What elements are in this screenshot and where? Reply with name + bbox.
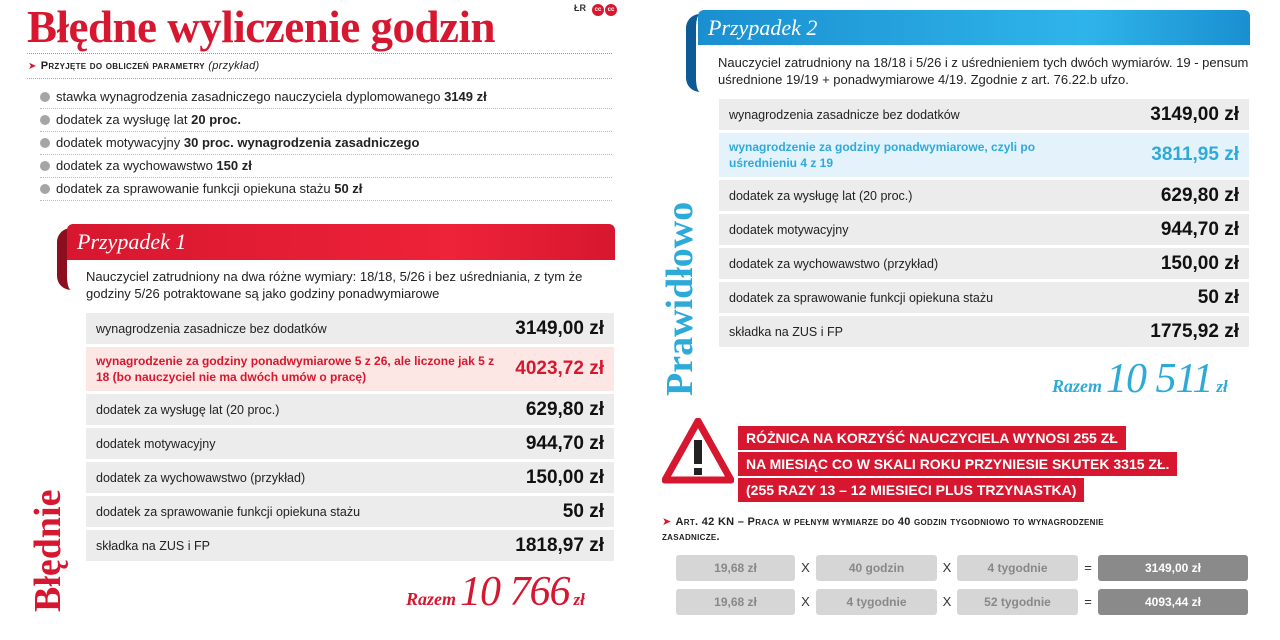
credit	[574, 3, 615, 13]
table-row-highlight: wynagrodzenie za godziny ponadwymiarowe 5 z 26, ale liczone jak 5 z 18 (bo nauczyciel nie ma dwóch umów o pracę) 4023,72 zł	[86, 347, 614, 391]
case1-vertical-label: Błędnie	[27, 489, 69, 612]
params-heading-note: (przykład)	[208, 60, 260, 72]
calc-heading	[662, 515, 1162, 545]
bullet-icon	[40, 138, 50, 148]
arrow-icon: ➤	[662, 516, 672, 528]
table-row: składka na ZUS i FP 1818,97 zł	[86, 530, 614, 561]
case1-description: Nauczyciel zatrudniony na dwa różne wymiary: 18/18, 5/26 i bez uśredniania, z tym że godziny 5/26 potraktowane są jako godziny ponadwymiarowe	[86, 269, 583, 301]
calc-result: 3149,00 zł	[1098, 555, 1248, 581]
case1-header	[67, 224, 615, 260]
warning-line: (255 RAZY 13 – 12 MIESIECI PLUS TRZYNASTKA)	[738, 478, 1084, 502]
table-row: dodatek za wysługę lat (20 proc.) 629,80 zł	[86, 394, 614, 425]
calc-cell: 19,68 zł	[676, 555, 795, 581]
case1-table	[86, 313, 614, 561]
bullet-icon	[40, 115, 50, 125]
calc-equals: =	[1084, 594, 1092, 609]
arrow-icon: ➤	[28, 61, 37, 72]
calc-operator: X	[942, 560, 952, 575]
params-heading-text: Przyjęte do obliczeń parametry	[40, 60, 205, 72]
table-row: dodatek motywacyjny 944,70 zł	[86, 428, 614, 459]
warning-line: NA MIESIĄC CO W SKALI ROKU PRZYNIESIE SKUTEK 3315 ZŁ.	[738, 452, 1177, 476]
table-row: dodatek za wychowawstwo (przykład) 150,00 zł	[719, 248, 1249, 279]
cc-icon: cc	[605, 4, 617, 16]
calc-cell: 4 tygodnie	[816, 589, 937, 615]
calc-result: 4093,44 zł	[1098, 589, 1248, 615]
bullet-icon	[40, 161, 50, 171]
table-row-highlight: wynagrodzenie za godziny ponadwymiarowe, czyli po uśrednieniu 4 z 19 3811,95 zł	[719, 133, 1249, 177]
params-divider	[27, 78, 612, 79]
param-item: dodatek za sprawowanie funkcji opiekuna stażu 50 zł	[40, 178, 612, 201]
table-row: dodatek motywacyjny 944,70 zł	[719, 214, 1249, 245]
case2-header	[698, 10, 1250, 45]
credit-text: ŁR	[574, 3, 586, 13]
calc-operator: X	[942, 594, 952, 609]
case2-title: Przypadek 2	[708, 15, 818, 40]
table-row: dodatek za sprawowanie funkcji opiekuna stażu 50 zł	[86, 496, 614, 527]
bullet-icon	[40, 184, 50, 194]
table-row: dodatek za wysługę lat (20 proc.) 629,80 zł	[719, 180, 1249, 211]
case1-total: Razem 10 766 zł	[406, 569, 585, 615]
calc-cell: 52 tygodnie	[957, 589, 1078, 615]
calc-cell: 4 tygodnie	[957, 555, 1078, 581]
cc-icon: cc	[592, 4, 604, 16]
calc-cell: 40 godzin	[816, 555, 937, 581]
bullet-icon	[40, 92, 50, 102]
table-row: wynagrodzenia zasadnicze bez dodatków 3149,00 zł	[86, 313, 614, 344]
calc-operator: X	[801, 560, 810, 575]
case2-description: Nauczyciel zatrudniony na 18/18 i 5/26 i z uśrednieniem tych dwóch wymiarów. 19 - pensum uśrednione 19/19 + ponadwymiarowe 4/19. Zgodnie z art. 76.22.b ufzo.	[718, 55, 1249, 87]
case2-vertical-label: Prawidłowo	[659, 201, 701, 396]
case1-title: Przypadek 1	[77, 229, 187, 254]
table-row: dodatek za sprawowanie funkcji opiekuna stażu 50 zł	[719, 282, 1249, 313]
param-item: dodatek motywacyjny 30 proc. wynagrodzenia zasadniczego	[40, 132, 612, 155]
table-row: dodatek za wychowawstwo (przykład) 150,00 zł	[86, 462, 614, 493]
calc-row	[676, 555, 1248, 581]
table-row: wynagrodzenia zasadnicze bez dodatków 3149,00 zł	[719, 99, 1249, 130]
case2-table	[719, 99, 1249, 347]
page-title: Błędne wyliczenie godzin	[27, 2, 495, 52]
calc-row	[676, 589, 1248, 615]
calc-heading-text: Art. 42 KN – Praca w pełnym wymiarze do 40 godzin tygodniowo to wynagrodzenie zasadnicze.	[662, 516, 1104, 543]
param-item: stawka wynagrodzenia zasadniczego nauczyciela dyplomowanego 3149 zł	[40, 86, 612, 109]
params-heading	[28, 60, 260, 72]
calc-operator: X	[801, 594, 810, 609]
param-item: dodatek za wychowawstwo 150 zł	[40, 155, 612, 178]
warning-triangle-icon	[662, 418, 734, 484]
table-row: składka na ZUS i FP 1775,92 zł	[719, 316, 1249, 347]
calc-equals: =	[1084, 560, 1092, 575]
warning-line: RÓŻNICA NA KORZYŚĆ NAUCZYCIELA WYNOSI 255 ZŁ	[738, 426, 1126, 450]
calc-cell: 19,68 zł	[676, 589, 795, 615]
param-item: dodatek za wysługę lat 20 proc.	[40, 109, 612, 132]
title-divider	[27, 53, 612, 54]
case2-total: Razem 10 511 zł	[1052, 356, 1228, 402]
